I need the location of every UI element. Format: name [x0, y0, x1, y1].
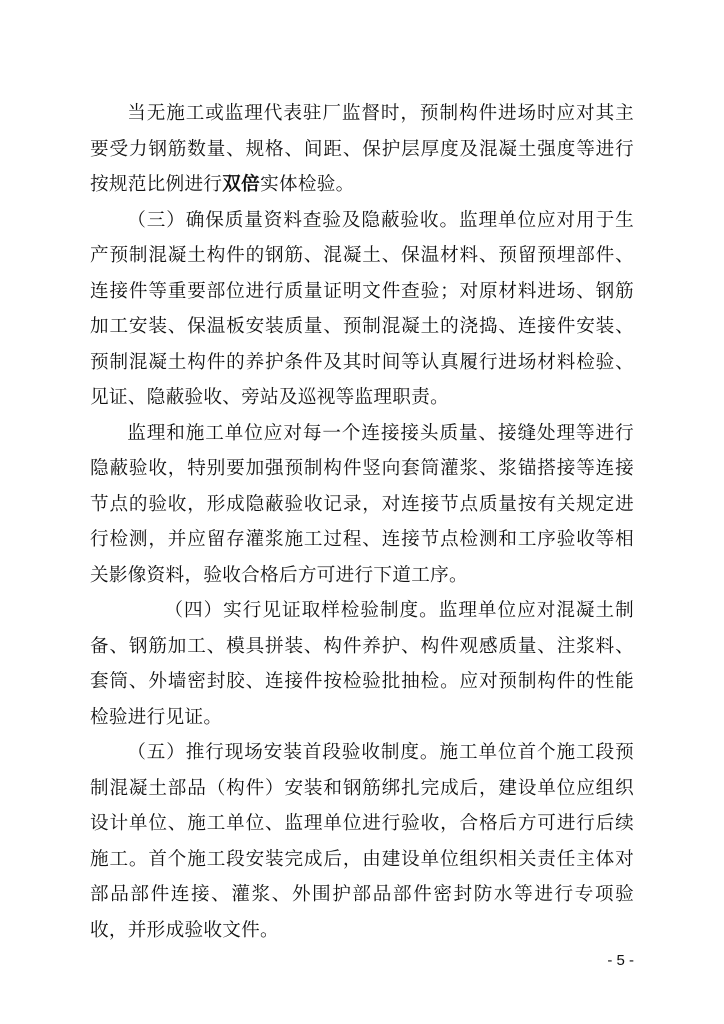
paragraph-concealed-acceptance: 监理和施工单位应对每一个连接接头质量、接缝处理等进行隐蔽验收，特别要加强预制构件竖向套筒灌浆、浆锚搭接等连接节点的验收，形成隐蔽验收记录，对连接节点质量按有关规定进行检测，并应留存灌浆施工过程、连接节点检测和工序验收等相关影像资料，验收合格后方可进行下道工序。 [90, 422, 634, 586]
page-number: - 5 - [607, 952, 634, 969]
paragraph-text: 实体检验。 [260, 174, 355, 195]
paragraph-first-section-acceptance: （五）推行现场安装首段验收制度。施工单位首个施工段预制混凝土部品（构件）安装和钢筋绑扎完成后，建设单位应组织设计单位、施工单位、监理单位进行验收，合格后方可进行后续施工。首个施工段安装完成后，由建设单位组织相关责任主体对部品部件连接、灌浆、外围护部品部件密封防水等进行专项验收，并形成验收文件。 [90, 742, 634, 941]
emphasis-double: 双倍 [222, 174, 261, 195]
paragraph-quality-documents: （三）确保质量资料查验及隐蔽验收。监理单位应对用于生产预制混凝土构件的钢筋、混凝土、保温材料、预留预埋部件、连接件等重要部位进行质量证明文件查验；对原材料进场、钢筋加工安装、保温板安装质量、预制混凝土的浇捣、连接件安装、预制混凝土构件的养护条件及其时间等认真履行进场材料检验、见证、隐蔽验收、旁站及巡视等监理职责。 [90, 209, 634, 408]
document-body [90, 96, 634, 948]
paragraph-supervision-absence [90, 96, 634, 203]
paragraph-witness-sampling: （四）实行见证取样检验制度。监理单位应对混凝土制备、钢筋加工、模具拼装、构件养护、构件观感质量、注浆料、套筒、外墙密封胶、连接件按检验批抽检。应对预制构件的性能检验进行见证。 [90, 600, 634, 728]
paragraph-text: 当无施工或监理代表驻厂监督时，预制构件进场时应对其主要受力钢筋数量、规格、间距、保护层厚度及混凝土强度等进行按规范比例进行 [90, 103, 634, 195]
